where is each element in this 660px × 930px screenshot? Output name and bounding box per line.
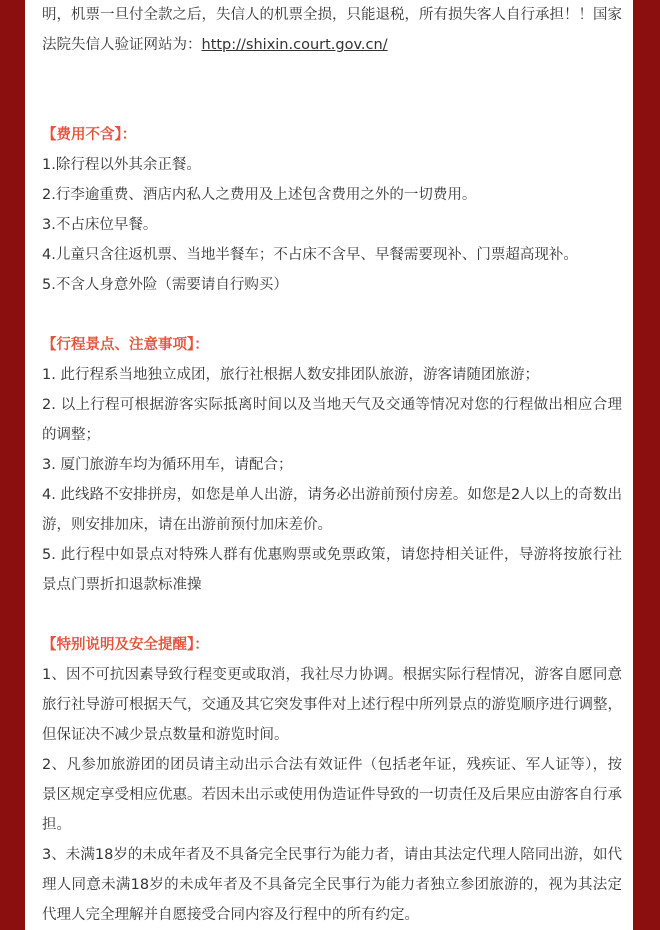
fees-excluded-item: 5.不含人身意外险（需要请自行购买） xyxy=(42,277,288,293)
fees-excluded-item: 3.不占床位早餐。 xyxy=(42,217,158,233)
fees-excluded-item: 4.儿童只含往返机票、当地半餐车；不占床不含早、早餐需要现补、门票超高现补。 xyxy=(42,247,578,263)
special-notes-item: 1、因不可抗因素导致行程变更或取消，我社尽力协调。根据实际行程情况，游客自愿同意旅行社导游可根据天气，交通及其它突发事件对上述行程中所列景点的游览顺序进行调整，但保证决不减少景点数量和游览时间。 xyxy=(42,667,622,743)
itinerary-notes-heading: 【行程景点、注意事项】： xyxy=(42,337,209,353)
court-verification-link[interactable]: http://shixin.court.gov.cn/ xyxy=(201,37,388,53)
fees-excluded-item: 2.行李逾重费、酒店内私人之费用及上述包含费用之外的一切费用。 xyxy=(42,187,477,203)
special-notes-heading: 【特别说明及安全提醒】： xyxy=(42,637,209,653)
special-notes-item: 2、凡参加旅游团的团员请主动出示合法有效证件（包括老年证，残疾证、军人证等），按景区规定享受相应优惠。若因未出示或使用伪造证件导致的一切责任及后果应由游客自行承担。 xyxy=(42,757,622,833)
special-notes-item: 3、未满18岁的未成年者及不具备完全民事行为能力者，请由其法定代理人陪同出游，如代理人同意未满18岁的未成年者及不具备完全民事行为能力者独立参团旅游的，视为其法定代理人完全理解并自愿接受合同内容及行程中的所有约定。 xyxy=(42,847,622,923)
document-content xyxy=(42,0,622,930)
fees-excluded-heading: 【费用不含】： xyxy=(42,127,137,143)
itinerary-notes-item: 2. 以上行程可根据游客实际抵离时间以及当地天气及交通等情况对您的行程做出相应合理的调整； xyxy=(42,397,622,443)
spacer xyxy=(42,60,622,120)
intro-paragraph xyxy=(42,0,622,60)
itinerary-notes-item: 1. 此行程系当地独立成团，旅行社根据人数安排团队旅游，游客请随团旅游； xyxy=(42,367,539,383)
spacer xyxy=(42,300,622,330)
itinerary-notes-item: 5. 此行程中如景点对特殊人群有优惠购票或免票政策，请您持相关证件，导游将按旅行社景点门票折扣退款标准操 xyxy=(42,547,622,593)
intro-text: 明，机票一旦付全款之后，失信人的机票全损，只能退税，所有损失客人自行承担！！国家法院失信人验证网站为： xyxy=(42,7,622,53)
spacer xyxy=(42,600,622,630)
itinerary-notes-item: 4. 此线路不安排拼房，如您是单人出游，请务必出游前预付房差。如您是2人以上的奇数出游，则安排加床，请在出游前预付加床差价。 xyxy=(42,487,622,533)
fees-excluded-item: 1.除行程以外其余正餐。 xyxy=(42,157,201,173)
document-page xyxy=(25,0,633,930)
itinerary-notes-item: 3. 厦门旅游车均为循环用车，请配合； xyxy=(42,457,293,473)
